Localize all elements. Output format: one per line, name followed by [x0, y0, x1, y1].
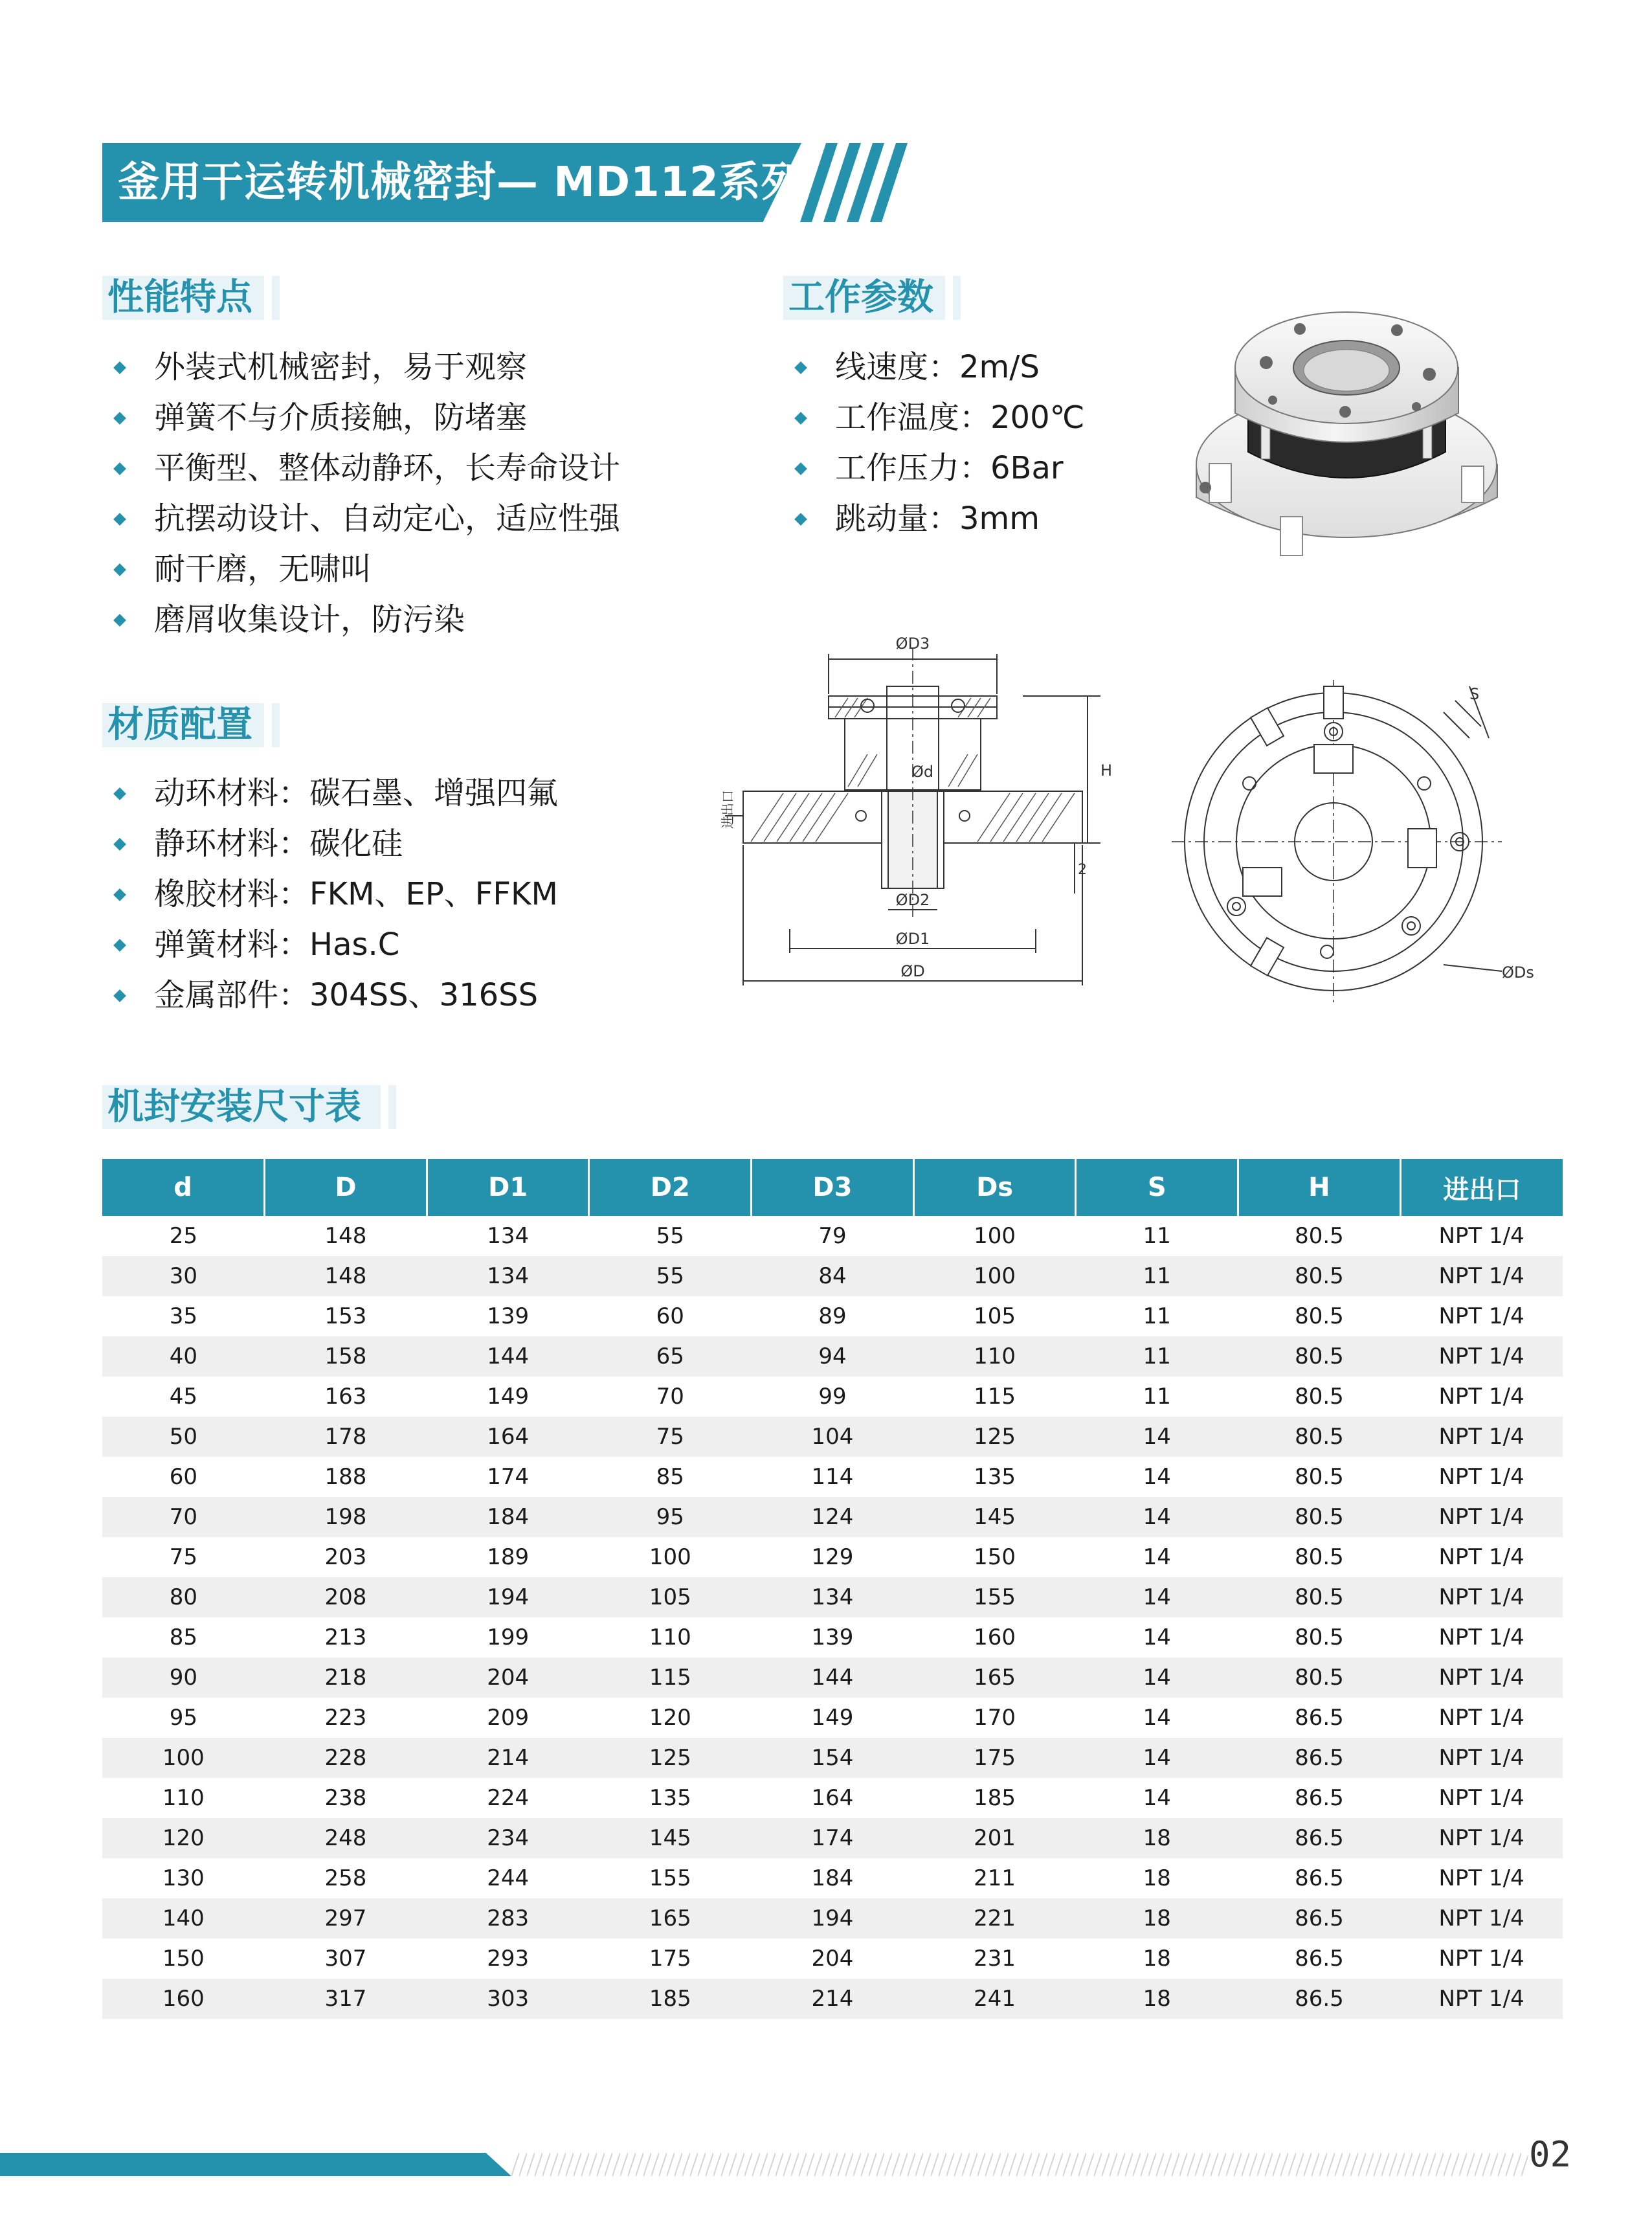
- table-cell: 158: [265, 1336, 427, 1377]
- table-cell: 55: [589, 1256, 752, 1296]
- table-heading: [102, 1080, 426, 1132]
- table-cell: 120: [589, 1698, 752, 1738]
- table-cell: 258: [265, 1858, 427, 1898]
- table-cell: 14: [1076, 1658, 1238, 1698]
- table-cell: 163: [265, 1377, 427, 1417]
- table-cell: 18: [1076, 1939, 1238, 1979]
- table-cell: 185: [589, 1979, 752, 2019]
- diamond-bullet-icon: [113, 787, 126, 800]
- table-cell: 223: [265, 1698, 427, 1738]
- table-cell: 14: [1076, 1537, 1238, 1577]
- table-cell: 110: [102, 1778, 265, 1818]
- table-cell: NPT 1/4: [1400, 1336, 1563, 1377]
- table-cell: 40: [102, 1336, 265, 1377]
- table-cell: 317: [265, 1979, 427, 2019]
- table-cell: 228: [265, 1738, 427, 1778]
- table-row: [102, 1256, 1563, 1296]
- table-cell: 155: [589, 1858, 752, 1898]
- table-cell: 134: [427, 1216, 589, 1256]
- table-cell: 209: [427, 1698, 589, 1738]
- features-heading-text: 性能特点: [107, 276, 252, 319]
- table-cell: 94: [752, 1336, 914, 1377]
- table-cell: 241: [913, 1979, 1076, 2019]
- diamond-bullet-icon: [794, 462, 807, 475]
- table-cell: 18: [1076, 1858, 1238, 1898]
- table-cell: 234: [427, 1818, 589, 1858]
- table-cell: 199: [427, 1617, 589, 1658]
- label-d1: ØD1: [895, 930, 930, 948]
- list-item: 工作压力：6Bar: [783, 443, 1085, 493]
- table-cell: 80.5: [1238, 1296, 1401, 1336]
- table-cell: 203: [265, 1537, 427, 1577]
- table-cell: 211: [913, 1858, 1076, 1898]
- table-row: [102, 1377, 1563, 1417]
- table-cell: 75: [102, 1537, 265, 1577]
- column-header: D3: [752, 1159, 914, 1216]
- table-cell: 115: [913, 1377, 1076, 1417]
- label-ds: ØDs: [1502, 963, 1534, 982]
- table-cell: 155: [913, 1577, 1076, 1617]
- table-cell: 90: [102, 1658, 265, 1698]
- table-cell: 134: [752, 1577, 914, 1617]
- table-cell: 194: [752, 1898, 914, 1939]
- table-cell: 86.5: [1238, 1939, 1401, 1979]
- table-cell: 80.5: [1238, 1577, 1401, 1617]
- diamond-bullet-icon: [113, 513, 126, 526]
- table-row: [102, 1658, 1563, 1698]
- table-row: [102, 1778, 1563, 1818]
- list-item: 线速度：2m/S: [783, 342, 1085, 392]
- table-cell: 165: [913, 1658, 1076, 1698]
- table-cell: 89: [752, 1296, 914, 1336]
- label-h: H: [1100, 761, 1113, 780]
- table-cell: 160: [102, 1979, 265, 2019]
- table-cell: 135: [589, 1778, 752, 1818]
- table-cell: 153: [265, 1296, 427, 1336]
- table-cell: 11: [1076, 1216, 1238, 1256]
- product-photo: [1190, 303, 1504, 575]
- list-item: 静环材料：碳化硅: [102, 818, 558, 869]
- table-cell: 201: [913, 1818, 1076, 1858]
- table-cell: 244: [427, 1858, 589, 1898]
- table-cell: 303: [427, 1979, 589, 2019]
- table-cell: 80: [102, 1577, 265, 1617]
- table-cell: 100: [589, 1537, 752, 1577]
- table-cell: 14: [1076, 1778, 1238, 1818]
- table-row: [102, 1818, 1563, 1858]
- table-cell: 188: [265, 1457, 427, 1497]
- table-cell: 86.5: [1238, 1698, 1401, 1738]
- diamond-bullet-icon: [113, 614, 126, 627]
- label-d: Ød: [911, 763, 934, 781]
- table-row: [102, 1336, 1563, 1377]
- diamond-bullet-icon: [113, 361, 126, 374]
- table-cell: 99: [752, 1377, 914, 1417]
- table-cell: 130: [102, 1858, 265, 1898]
- table-cell: 86.5: [1238, 1778, 1401, 1818]
- table-cell: 70: [102, 1497, 265, 1537]
- table-cell: 18: [1076, 1979, 1238, 2019]
- table-cell: 85: [102, 1617, 265, 1658]
- table-cell: 150: [102, 1939, 265, 1979]
- table-cell: 297: [265, 1898, 427, 1939]
- table-cell: NPT 1/4: [1400, 1417, 1563, 1457]
- label-d2: ØD2: [895, 891, 930, 909]
- table-cell: 164: [752, 1778, 914, 1818]
- table-cell: 11: [1076, 1296, 1238, 1336]
- table-cell: 174: [427, 1457, 589, 1497]
- list-item: 抗摆动设计、自动定心，适应性强: [102, 493, 620, 544]
- table-cell: 307: [265, 1939, 427, 1979]
- table-cell: 221: [913, 1898, 1076, 1939]
- features-list: [102, 342, 620, 645]
- table-cell: 85: [589, 1457, 752, 1497]
- table-cell: 150: [913, 1537, 1076, 1577]
- diamond-bullet-icon: [113, 939, 126, 952]
- cross-section-drawing: [712, 622, 1126, 1010]
- column-header: d: [102, 1159, 265, 1216]
- table-cell: 149: [427, 1377, 589, 1417]
- table-row: [102, 1617, 1563, 1658]
- list-item: 橡胶材料：FKM、EP、FFKM: [102, 869, 558, 919]
- table-cell: NPT 1/4: [1400, 1457, 1563, 1497]
- table-cell: 165: [589, 1898, 752, 1939]
- column-header: D1: [427, 1159, 589, 1216]
- table-cell: 148: [265, 1256, 427, 1296]
- table-cell: 214: [427, 1738, 589, 1778]
- table-cell: 145: [589, 1818, 752, 1858]
- column-header: 进出口: [1400, 1159, 1563, 1216]
- table-cell: 189: [427, 1537, 589, 1577]
- table-cell: 148: [265, 1216, 427, 1256]
- table-row: [102, 1537, 1563, 1577]
- table-cell: NPT 1/4: [1400, 1939, 1563, 1979]
- table-cell: 129: [752, 1537, 914, 1577]
- diamond-bullet-icon: [794, 513, 807, 526]
- title-stripes-decoration: [800, 143, 910, 222]
- footer-bar: [0, 2153, 511, 2176]
- diamond-bullet-icon: [113, 563, 126, 576]
- table-cell: 120: [102, 1818, 265, 1858]
- table-cell: 134: [427, 1256, 589, 1296]
- table-cell: 75: [589, 1417, 752, 1457]
- table-cell: 84: [752, 1256, 914, 1296]
- table-row: [102, 1939, 1563, 1979]
- materials-heading-text: 材质配置: [107, 704, 252, 746]
- table-cell: 80.5: [1238, 1497, 1401, 1537]
- table-cell: 105: [589, 1577, 752, 1617]
- table-cell: 11: [1076, 1256, 1238, 1296]
- table-cell: 110: [589, 1617, 752, 1658]
- table-cell: 18: [1076, 1898, 1238, 1939]
- table-cell: 125: [913, 1417, 1076, 1457]
- label-port: 进出口: [720, 790, 735, 829]
- table-cell: 185: [913, 1778, 1076, 1818]
- diamond-bullet-icon: [113, 412, 126, 425]
- list-item: 平衡型、整体动静环，长寿命设计: [102, 443, 620, 493]
- table-cell: 283: [427, 1898, 589, 1939]
- table-cell: 11: [1076, 1336, 1238, 1377]
- table-cell: 14: [1076, 1738, 1238, 1778]
- table-row: [102, 1216, 1563, 1256]
- table-cell: NPT 1/4: [1400, 1216, 1563, 1256]
- table-cell: 80.5: [1238, 1417, 1401, 1457]
- table-header-row: [102, 1159, 1563, 1216]
- table-row: [102, 1577, 1563, 1617]
- table-row: [102, 1698, 1563, 1738]
- table-row: [102, 1296, 1563, 1336]
- table-row: [102, 1898, 1563, 1939]
- diamond-bullet-icon: [113, 989, 126, 1002]
- table-cell: 149: [752, 1698, 914, 1738]
- diamond-bullet-icon: [794, 361, 807, 374]
- table-cell: 14: [1076, 1617, 1238, 1658]
- table-cell: 160: [913, 1617, 1076, 1658]
- table-cell: NPT 1/4: [1400, 1698, 1563, 1738]
- table-cell: NPT 1/4: [1400, 1497, 1563, 1537]
- label-d3: ØD3: [895, 635, 930, 653]
- table-row: [102, 1979, 1563, 2019]
- list-item: 工作温度：200℃: [783, 392, 1085, 443]
- table-cell: 95: [589, 1497, 752, 1537]
- table-cell: NPT 1/4: [1400, 1658, 1563, 1698]
- features-heading: [102, 271, 296, 322]
- table-cell: 124: [752, 1497, 914, 1537]
- table-cell: 184: [427, 1497, 589, 1537]
- table-cell: NPT 1/4: [1400, 1377, 1563, 1417]
- table-cell: 214: [752, 1979, 914, 2019]
- diamond-bullet-icon: [113, 462, 126, 475]
- column-header: H: [1238, 1159, 1401, 1216]
- table-row: [102, 1417, 1563, 1457]
- top-view-drawing: [1165, 673, 1560, 1010]
- table-cell: 170: [913, 1698, 1076, 1738]
- table-cell: 79: [752, 1216, 914, 1256]
- diamond-bullet-icon: [113, 838, 126, 851]
- table-cell: 86.5: [1238, 1979, 1401, 2019]
- table-cell: 125: [589, 1738, 752, 1778]
- table-cell: 14: [1076, 1698, 1238, 1738]
- table-cell: 80.5: [1238, 1377, 1401, 1417]
- table-row: [102, 1497, 1563, 1537]
- label-two: 2: [1078, 862, 1087, 878]
- title-banner: [102, 143, 801, 222]
- table-cell: 100: [913, 1256, 1076, 1296]
- table-cell: 55: [589, 1216, 752, 1256]
- table-cell: NPT 1/4: [1400, 1738, 1563, 1778]
- table-cell: 248: [265, 1818, 427, 1858]
- list-item: 外装式机械密封，易于观察: [102, 342, 620, 392]
- params-heading-text: 工作参数: [788, 276, 933, 319]
- page-title: 釜用干运转机械密封— MD112系列: [118, 159, 803, 207]
- table-cell: 18: [1076, 1818, 1238, 1858]
- footer-hatch-decoration: [511, 2153, 1528, 2176]
- table-cell: NPT 1/4: [1400, 1778, 1563, 1818]
- table-cell: 86.5: [1238, 1738, 1401, 1778]
- table-cell: 178: [265, 1417, 427, 1457]
- column-header: Ds: [913, 1159, 1076, 1216]
- column-header: D2: [589, 1159, 752, 1216]
- table-cell: NPT 1/4: [1400, 1617, 1563, 1658]
- table-cell: 164: [427, 1417, 589, 1457]
- table-cell: 50: [102, 1417, 265, 1457]
- table-row: [102, 1457, 1563, 1497]
- table-cell: 35: [102, 1296, 265, 1336]
- table-cell: 100: [102, 1738, 265, 1778]
- table-cell: 30: [102, 1256, 265, 1296]
- params-list: [783, 342, 1085, 544]
- label-s: S: [1469, 685, 1480, 703]
- table-cell: 25: [102, 1216, 265, 1256]
- table-cell: 80.5: [1238, 1216, 1401, 1256]
- table-cell: 114: [752, 1457, 914, 1497]
- table-cell: NPT 1/4: [1400, 1256, 1563, 1296]
- table-cell: 110: [913, 1336, 1076, 1377]
- table-cell: 145: [913, 1497, 1076, 1537]
- table-body: [102, 1216, 1563, 2019]
- table-cell: 80.5: [1238, 1658, 1401, 1698]
- label-diameter: ØD: [900, 962, 925, 980]
- table-cell: NPT 1/4: [1400, 1979, 1563, 2019]
- table-cell: 204: [752, 1939, 914, 1979]
- table-cell: 184: [752, 1858, 914, 1898]
- table-cell: 86.5: [1238, 1898, 1401, 1939]
- list-item: 弹簧材料：Has.C: [102, 919, 558, 970]
- table-cell: 224: [427, 1778, 589, 1818]
- table-row: [102, 1858, 1563, 1898]
- list-item: 耐干磨，无啸叫: [102, 544, 620, 594]
- table-cell: 208: [265, 1577, 427, 1617]
- table-cell: 60: [102, 1457, 265, 1497]
- table-cell: 218: [265, 1658, 427, 1698]
- list-item: 动环材料：碳石墨、增强四氟: [102, 768, 558, 818]
- table-row: [102, 1738, 1563, 1778]
- table-cell: 135: [913, 1457, 1076, 1497]
- table-cell: 14: [1076, 1577, 1238, 1617]
- table-cell: 115: [589, 1658, 752, 1698]
- table-cell: 14: [1076, 1497, 1238, 1537]
- table-cell: 175: [913, 1738, 1076, 1778]
- table-cell: 194: [427, 1577, 589, 1617]
- table-cell: 14: [1076, 1417, 1238, 1457]
- table-cell: 95: [102, 1698, 265, 1738]
- table-cell: 80.5: [1238, 1537, 1401, 1577]
- table-cell: 14: [1076, 1457, 1238, 1497]
- table-cell: 174: [752, 1818, 914, 1858]
- table-cell: 80.5: [1238, 1256, 1401, 1296]
- params-heading: [783, 271, 977, 322]
- table-cell: NPT 1/4: [1400, 1818, 1563, 1858]
- table-cell: 60: [589, 1296, 752, 1336]
- table-cell: 105: [913, 1296, 1076, 1336]
- table-cell: NPT 1/4: [1400, 1577, 1563, 1617]
- table-cell: 198: [265, 1497, 427, 1537]
- diamond-bullet-icon: [794, 412, 807, 425]
- table-cell: 238: [265, 1778, 427, 1818]
- materials-list: [102, 768, 558, 1020]
- table-cell: NPT 1/4: [1400, 1898, 1563, 1939]
- list-item: 跳动量：3mm: [783, 493, 1085, 544]
- table-cell: 144: [427, 1336, 589, 1377]
- table-cell: 140: [102, 1898, 265, 1939]
- table-cell: 213: [265, 1617, 427, 1658]
- list-item: 弹簧不与介质接触，防堵塞: [102, 392, 620, 443]
- table-cell: NPT 1/4: [1400, 1858, 1563, 1898]
- table-cell: 86.5: [1238, 1818, 1401, 1858]
- table-cell: 154: [752, 1738, 914, 1778]
- table-cell: 139: [752, 1617, 914, 1658]
- column-header: D: [265, 1159, 427, 1216]
- table-cell: 100: [913, 1216, 1076, 1256]
- table-cell: NPT 1/4: [1400, 1537, 1563, 1577]
- column-header: S: [1076, 1159, 1238, 1216]
- table-cell: 70: [589, 1377, 752, 1417]
- table-cell: 86.5: [1238, 1858, 1401, 1898]
- dimension-table: [102, 1159, 1563, 2019]
- page-number: 02: [1529, 2134, 1572, 2175]
- list-item: 磨屑收集设计，防污染: [102, 594, 620, 645]
- table-cell: 293: [427, 1939, 589, 1979]
- table-cell: 80.5: [1238, 1457, 1401, 1497]
- diamond-bullet-icon: [113, 888, 126, 901]
- table-cell: 80.5: [1238, 1617, 1401, 1658]
- list-item: 金属部件：304SS、316SS: [102, 970, 558, 1020]
- table-cell: 65: [589, 1336, 752, 1377]
- table-cell: 175: [589, 1939, 752, 1979]
- table-heading-text: 机封安装尺寸表: [107, 1086, 361, 1128]
- table-cell: 104: [752, 1417, 914, 1457]
- table-cell: NPT 1/4: [1400, 1296, 1563, 1336]
- materials-heading: [102, 698, 296, 750]
- table-cell: 231: [913, 1939, 1076, 1979]
- table-cell: 139: [427, 1296, 589, 1336]
- table-cell: 144: [752, 1658, 914, 1698]
- table-cell: 45: [102, 1377, 265, 1417]
- table-cell: 80.5: [1238, 1336, 1401, 1377]
- table-cell: 204: [427, 1658, 589, 1698]
- table-cell: 11: [1076, 1377, 1238, 1417]
